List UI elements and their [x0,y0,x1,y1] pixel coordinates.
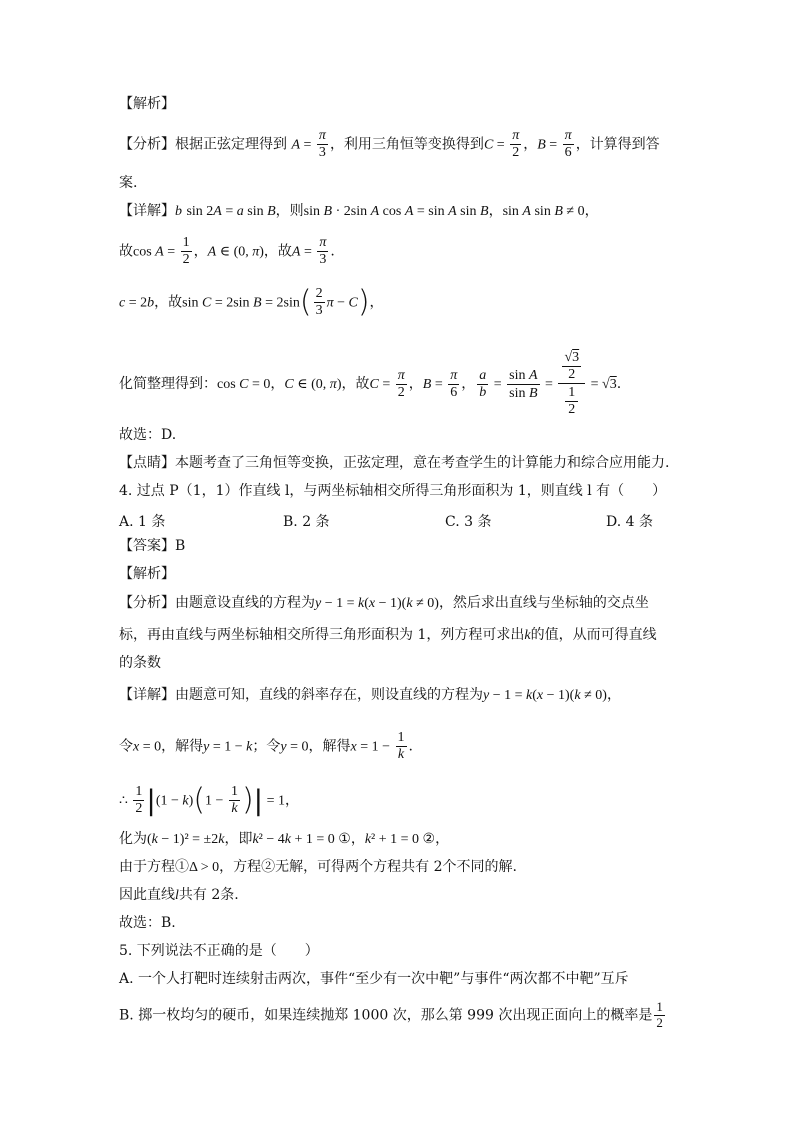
q3-xiangjie-line1: 【详解】b sin 2A = a sin B，则sin B · 2sin A cos A = sin A sin B，sin A sin B ≠ 0， [119,203,599,219]
q4-huawei-line: 化为(k − 1)² = ±2k，即k² − 4k + 1 = 0 ①，k² + 1 = 0 ②， [119,831,450,847]
q3-fenxi-line: 【分析】根据正弦定理得到 A = $\frac{\pi}{3}$ ，利用三角恒等变换得到C = $\frac{\pi}{2}$ ，B = $\frac{\pi}{6}$ ，计算得到答 [119,128,660,161]
q5-option-a[interactable]: A. 一个人打靶时连续射击两次，事件“至少有一次中靶”与事件“两次都不中靶”互斥 [119,971,629,987]
q3-xiangjie-line3: c = 2b，故sin C = 2sin B = 2sin( $\frac{2}{3}$ π − C)， [119,284,384,320]
q4-option-a[interactable]: A. 1 条 [119,514,166,530]
q4-stem: 4. 过点 P（1，1）作直线 l，与两坐标轴相交所得三角形面积为 1，则直线 l 有（ ） [119,483,667,499]
jiexi-heading: 【解析】 [119,96,175,112]
q4-equation-line: ∴ $\frac{1}{2}$ |(1 − k)(1 − $\frac{1}{k}$ )| = 1， [119,782,299,818]
q4-fenxi-line1: 【分析】由题意设直线的方程为y − 1 = k(x − 1)(k ≠ 0)，然后求出直线与坐标轴的交点坐 [119,595,649,611]
q4-jiexi-heading: 【解析】 [119,566,175,582]
q4-fenxi-line2: 标，再由直线与两坐标轴相交所得三角形面积为 1，列方程可求出k的值，从而可得直线 [119,627,657,643]
q4-yinci-line: 因此直线l共有 2条. [119,887,239,903]
q4-fenxi-line3: 的条数 [119,655,161,671]
q4-answer: 【答案】B [119,538,186,554]
q4-xiangjie-line1: 【详解】由题意可知，直线的斜率存在，则设直线的方程为y − 1 = k(x − 1)(k ≠ 0)， [119,687,621,703]
q3-xiangjie-line2: 故cos A = $\frac{1}{2}$ ，A ∈ (0, π)，故A = $\frac{\pi}{3}$ . [119,235,335,268]
q5-stem: 5. 下列说法不正确的是（ ） [119,943,319,959]
fraction: $\frac{\pi}{3}$ [318,128,326,161]
q3-dianjing: 【点睛】本题考查了三角恒等变换，正弦定理，意在考查学生的计算能力和综合应用能力. [119,455,670,471]
q5-option-b[interactable]: B. 掷一枚均匀的硬币，如果连续抛郑 1000 次，那么第 999 次出现正面向上的概率是 $\frac{1}{2}$ [119,999,663,1030]
q4-option-c[interactable]: C. 3 条 [445,514,492,530]
q4-guxuan: 故选：B. [119,915,176,931]
q3-fenxi-end: 案. [119,175,138,191]
q4-youyu-line: 由于方程①Δ > 0，方程②无解，可得两个方程共有 2个不同的解. [119,859,517,875]
q4-ling-line: 令x = 0，解得y = 1 − k；令y = 0，解得x = 1 − $\frac{1}{k}$ . [119,730,413,763]
q3-guxuan: 故选：D. [119,427,177,443]
q4-option-d[interactable]: D. 4 条 [606,514,653,530]
q3-huajian-line: 化简整理得到：cos C = 0，C ∈ (0, π)，故C = $\frac{\pi}{2}$ ，B = $\frac{\pi}{6}$ ， $\frac{a}{b}$ = $\frac{\text{sin A}}{\text{sin B}}$ = $\frac{√3}{2}$ 1 2 = √3. [119,350,622,418]
q4-option-b[interactable]: B. 2 条 [283,514,330,530]
